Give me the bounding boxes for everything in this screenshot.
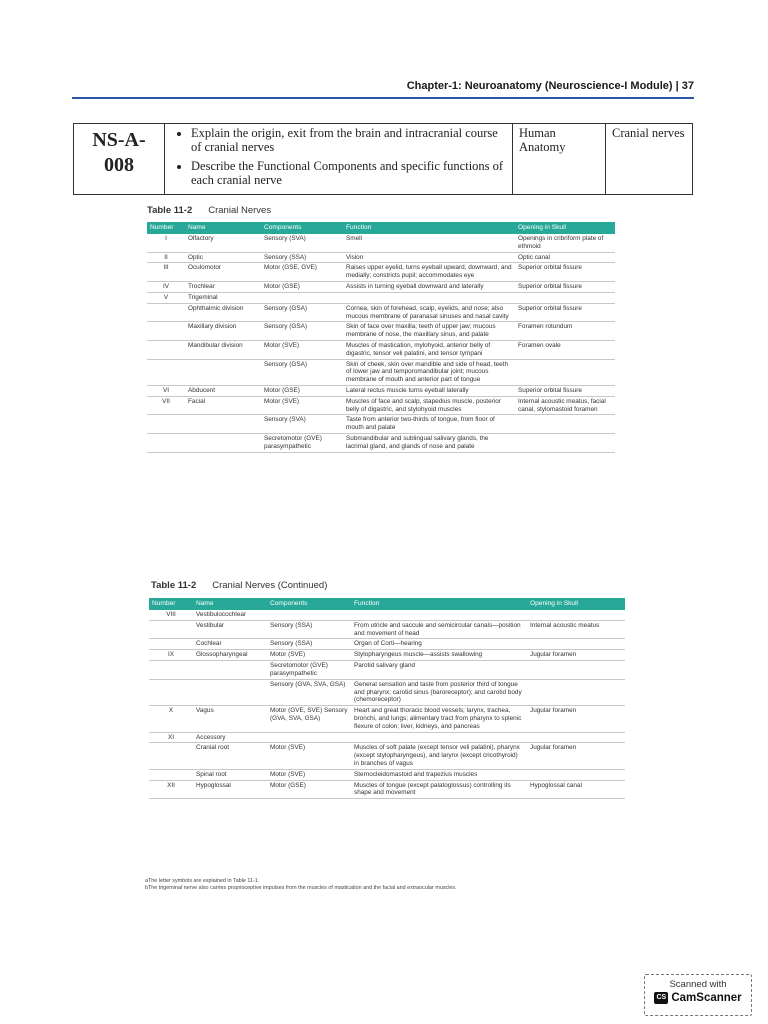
table-2-caption [151,580,327,591]
function-cell: Assists in turning eyeball downward and laterally [343,282,515,293]
table-1-title: Cranial Nerves [208,205,272,216]
number-cell: VIII [149,610,193,620]
number-cell: I [147,234,185,252]
components-cell: Motor (SVE) [267,769,351,780]
table-row [149,679,625,705]
camscanner-watermark [644,974,752,1016]
cranial-nerves-continued-table [149,598,625,799]
table-row [149,780,625,799]
table-1-label: Table 11-2 [147,205,193,216]
components-cell: Sensory (SSA) [261,252,343,263]
header-rule [72,97,694,99]
number-cell: XII [149,780,193,799]
opening-cell: Superior orbital fissure [515,282,615,293]
name-cell [193,679,267,705]
name-cell: Vestibular [193,620,267,639]
number-cell [149,743,193,769]
function-cell [343,292,515,303]
components-cell: Sensory (GSA) [261,359,343,385]
table-footnotes [145,878,457,893]
function-cell: Heart and great thoracic blood vessels; larynx, trachea, bronchi, and lungs; alimentary tract from pharynx to splenic flexure of colon; liver, kidneys, and pancreas [351,706,527,732]
table-row [147,322,615,341]
number-cell: VI [147,386,185,397]
table-row [149,610,625,620]
opening-cell [515,434,615,453]
function-cell: Cornea, skin of forehead, scalp, eyelids, and nose; also mucous membrane of paranasal sinuses and nasal cavity [343,303,515,322]
table-row [147,282,615,293]
column-header-components: Components [267,598,351,610]
opening-cell: Jugular foramen [527,743,625,769]
name-cell: Cranial root [193,743,267,769]
function-cell: Muscles of face and scalp, stapedius muscle, posterior belly of digastric, and stylohyoid muscles [343,396,515,415]
column-header-components: Components [261,222,343,234]
opening-cell: Internal acoustic meatus [527,620,625,639]
table-row [149,769,625,780]
objective-item: • Explain the origin, exit from the brain and intracranial course of cranial nerves [191,126,506,155]
opening-cell [515,359,615,385]
page-header: Chapter-1: Neuroanatomy (Neuroscience-I Module) | 37 [406,80,694,92]
opening-cell: Optic canal [515,252,615,263]
components-cell: Motor (GVE, SVE) Sensory (GVA, SVA, GSA) [267,706,351,732]
function-cell: Organ of Corti—hearing [351,639,527,650]
function-cell: Stylopharyngeus muscle—assists swallowing [351,650,527,661]
number-cell: IV [147,282,185,293]
column-header-opening: Opening in Skull [527,598,625,610]
number-cell: X [149,706,193,732]
opening-cell: Internal acoustic meatus, facial canal, stylomastoid foramen [515,396,615,415]
table-header-row [147,222,615,234]
function-cell: Skin of cheek, skin over mandible and side of head, teeth of lower jaw and temporomandibular joint; mucous membrane of mouth and anterior part of tongue [343,359,515,385]
table-row [149,706,625,732]
name-cell [185,359,261,385]
objective-list [165,124,513,195]
function-cell: From utricle and saccule and semicircular canals—position and movement of head [351,620,527,639]
number-cell [147,303,185,322]
objective-code-text: NS-A- 008 [92,129,146,176]
number-cell [149,620,193,639]
table-1-caption [147,205,271,216]
opening-cell [527,769,625,780]
table-row [147,359,615,385]
number-cell: IX [149,650,193,661]
cranial-nerves-table [147,222,615,453]
components-cell: Secretomotor (GVE) parasympathetic [267,661,351,680]
table-row [149,620,625,639]
name-cell: Vestibulocochlear [193,610,267,620]
number-cell [147,322,185,341]
components-cell: Sensory (GSA) [261,322,343,341]
number-cell [147,359,185,385]
column-header-opening: Opening in Skull [515,222,615,234]
name-cell: Optic [185,252,261,263]
components-cell: Motor (GSE, GVE) [261,263,343,282]
number-cell [147,434,185,453]
table-2-title: Cranial Nerves (Continued) [212,580,328,591]
components-cell: Sensory (SSA) [267,620,351,639]
opening-cell: Openings in cribriform plate of ethmoid [515,234,615,252]
name-cell: Abducent [185,386,261,397]
opening-cell: Superior orbital fissure [515,263,615,282]
components-cell: Motor (SVE) [267,650,351,661]
function-cell: Muscles of mastication, mylohyoid, anterior belly of digastric, tensor veli palatini, and tensor tympani [343,340,515,359]
components-cell: Sensory (GVA, SVA, GSA) [267,679,351,705]
opening-cell: Jugular foramen [527,650,625,661]
objective-item: • Describe the Functional Components and specific functions of each cranial nerve [191,159,506,188]
function-cell: Smell [343,234,515,252]
components-cell: Sensory (SVA) [261,234,343,252]
table-header-row [149,598,625,610]
table-row [147,263,615,282]
column-header-function: Function [351,598,527,610]
number-cell [149,661,193,680]
name-cell: Trigeminal [185,292,261,303]
column-header-number: Number [149,598,193,610]
column-header-name: Name [193,598,267,610]
table-row [147,234,615,252]
name-cell: Olfactory [185,234,261,252]
name-cell: Ophthalmic division [185,303,261,322]
objectives-table [73,123,693,195]
number-cell [149,639,193,650]
name-cell: Cochlear [193,639,267,650]
name-cell: Glossopharyngeal [193,650,267,661]
components-cell: Motor (SVE) [261,340,343,359]
opening-cell [527,661,625,680]
name-cell: Trochlear [185,282,261,293]
name-cell: Vagus [193,706,267,732]
opening-cell [527,679,625,705]
objective-subject: Human Anatomy [513,124,606,195]
components-cell: Motor (GSE) [267,780,351,799]
function-cell: Submandibular and sublingual salivary glands, the lacrimal gland, and glands of nose and palate [343,434,515,453]
table-2-label: Table 11-2 [151,580,197,591]
footnote: bThe trigeminal nerve also carries proprioceptive impulses from the muscles of mastication and the facial and extraocular muscles. [145,885,457,892]
table-row [149,661,625,680]
table-row [147,252,615,263]
opening-cell [515,292,615,303]
function-cell: Lateral rectus muscle turns eyeball laterally [343,386,515,397]
function-cell [351,732,527,743]
components-cell: Sensory (GSA) [261,303,343,322]
objective-topic: Cranial nerves [606,124,693,195]
name-cell [185,415,261,434]
components-cell: Secretomotor (GVE) parasympathetic [261,434,343,453]
function-cell: Taste from anterior two-thirds of tongue, from floor of mouth and palate [343,415,515,434]
table-row [147,396,615,415]
components-cell [261,292,343,303]
table-row [147,415,615,434]
function-cell: Muscles of soft palate (except tensor veli palatini), pharynx (except stylopharyngeus), and larynx (except cricothyroid) in branches of vagus [351,743,527,769]
name-cell [193,661,267,680]
name-cell: Spinal root [193,769,267,780]
function-cell: Parotid salivary gland [351,661,527,680]
name-cell: Maxillary division [185,322,261,341]
scanner-caption: Scanned with [669,979,727,990]
number-cell: III [147,263,185,282]
components-cell: Motor (SVE) [267,743,351,769]
objective-code [74,124,165,195]
number-cell: XI [149,732,193,743]
table-row [147,434,615,453]
opening-cell [527,639,625,650]
components-cell [267,610,351,620]
function-cell: Skin of face over maxilla; teeth of upper jaw; mucous membrane of nose, the maxillary sinus, and palate [343,322,515,341]
components-cell: Sensory (SVA) [261,415,343,434]
number-cell [149,679,193,705]
number-cell [147,415,185,434]
opening-cell: Superior orbital fissure [515,303,615,322]
number-cell: II [147,252,185,263]
number-cell [149,769,193,780]
table-row [149,743,625,769]
column-header-name: Name [185,222,261,234]
table-row [149,650,625,661]
components-cell: Motor (GSE) [261,282,343,293]
table-row [149,732,625,743]
function-cell: Sternocleidomastoid and trapezius muscles [351,769,527,780]
components-cell: Sensory (SSA) [267,639,351,650]
column-header-function: Function [343,222,515,234]
opening-cell: Jugular foramen [527,706,625,732]
components-cell [267,732,351,743]
scanner-brand: CamScanner [671,992,742,1004]
name-cell: Oculomotor [185,263,261,282]
opening-cell [527,610,625,620]
table-row [147,386,615,397]
camscanner-logo-icon: CS [654,992,668,1004]
name-cell: Accessory [193,732,267,743]
table-row [149,639,625,650]
opening-cell: Foramen ovale [515,340,615,359]
column-header-number: Number [147,222,185,234]
opening-cell [527,732,625,743]
function-cell: Muscles of tongue (except palatoglossus) controlling its shape and movement [351,780,527,799]
function-cell: General sensation and taste from posterior third of tongue and pharynx; carotid sinus (baroreceptor); and carotid body (chemoreceptor) [351,679,527,705]
number-cell [147,340,185,359]
components-cell: Motor (GSE) [261,386,343,397]
number-cell: VII [147,396,185,415]
opening-cell [515,415,615,434]
number-cell: V [147,292,185,303]
opening-cell: Superior orbital fissure [515,386,615,397]
name-cell: Mandibular division [185,340,261,359]
table-row [147,303,615,322]
name-cell: Facial [185,396,261,415]
table-row [147,292,615,303]
components-cell: Motor (SVE) [261,396,343,415]
name-cell: Hypoglossal [193,780,267,799]
function-cell [351,610,527,620]
opening-cell: Foramen rotundum [515,322,615,341]
function-cell: Raises upper eyelid, turns eyeball upward, downward, and medially; constricts pupil; accommodates eye [343,263,515,282]
opening-cell: Hypoglossal canal [527,780,625,799]
function-cell: Vision [343,252,515,263]
table-row [147,340,615,359]
name-cell [185,434,261,453]
footnote: aThe letter symbols are explained in Table 11-1. [145,878,260,884]
